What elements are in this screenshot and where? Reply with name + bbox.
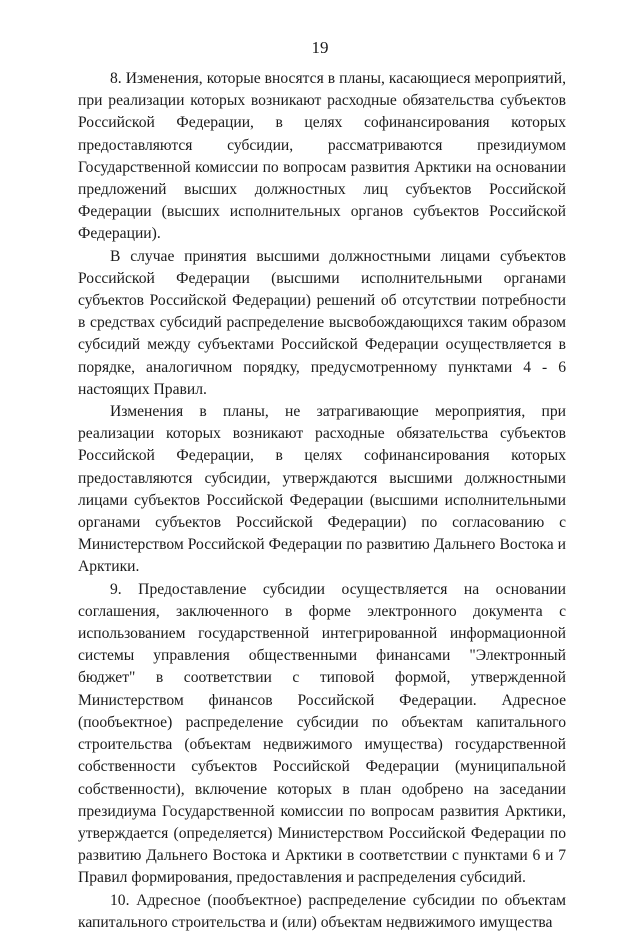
paragraph-item-9: 9. Предоставление субсидии осуществляется на основании соглашения, заключенного в форме электронного документа с использованием государственной интегрированной информационной системы управления общественными финансами "Электронный бюджет" в соответствии с типовой формой, утвержденной Министерством финансов Российской Федерации. Адресное (пообъектное) распределение субсидии по объектам капитального строительства (объектам недвижимого имущества) государственной собственности субъектов Российской Федерации (муниципальной собственности), включение которых в план одобрено на заседании президиума Государственной комиссии по вопросам развития Арктики, утверждается (определяется) Министерством Российской Федерации по развитию Дальнего Востока и Арктики в соответствии с пунктами 6 и 7 Правил формирования, предоставления и распределения субсидий. [78, 580, 566, 887]
paragraph-item-10: 10. Адресное (пообъектное) распределение субсидии по объектам капитального строительства и (или) объектам недвижимого имущества [78, 891, 566, 931]
page-number: 19 [311, 38, 329, 57]
paragraph-plan-changes-approval: Изменения в планы, не затрагивающие мероприятия, при реализации которых возникают расходные обязательства субъектов Российской Федерации, в целях софинансирования которых предоставляются субсидии, утверждаются высшими должностными лицами субъектов Российской Федерации (высшими исполнительными органами субъектов Российской Федерации) по согласованию с Министерством Российской Федерации по развитию Дальнего Востока и Арктики. [78, 403, 566, 576]
paragraph-item-8: 8. Изменения, которые вносятся в планы, касающиеся мероприятий, при реализации которых возникают расходные обязательства субъектов Российской Федерации, в целях софинансирования которых предоставляются субсидии, рассматриваются президиумом Государственной комиссии по вопросам развития Арктики на основании предложений высших должностных лиц субъектов Российской Федерации (высших исполнительных органов субъектов Российской Федерации). [78, 70, 566, 243]
paragraph-refusal-redistribution: В случае принятия высшими должностными лицами субъектов Российской Федерации (высшими исполнительными органами субъектов Российской Федерации) решений об отсутствии потребности в средствах субсидий распределение высвобождающихся таким образом субсидий между субъектами Российской Федерации осуществляется в порядке, аналогичном порядку, предусмотренному пунктами 4 - 6 настоящих Правил. [78, 247, 566, 398]
document-body [78, 68, 566, 934]
